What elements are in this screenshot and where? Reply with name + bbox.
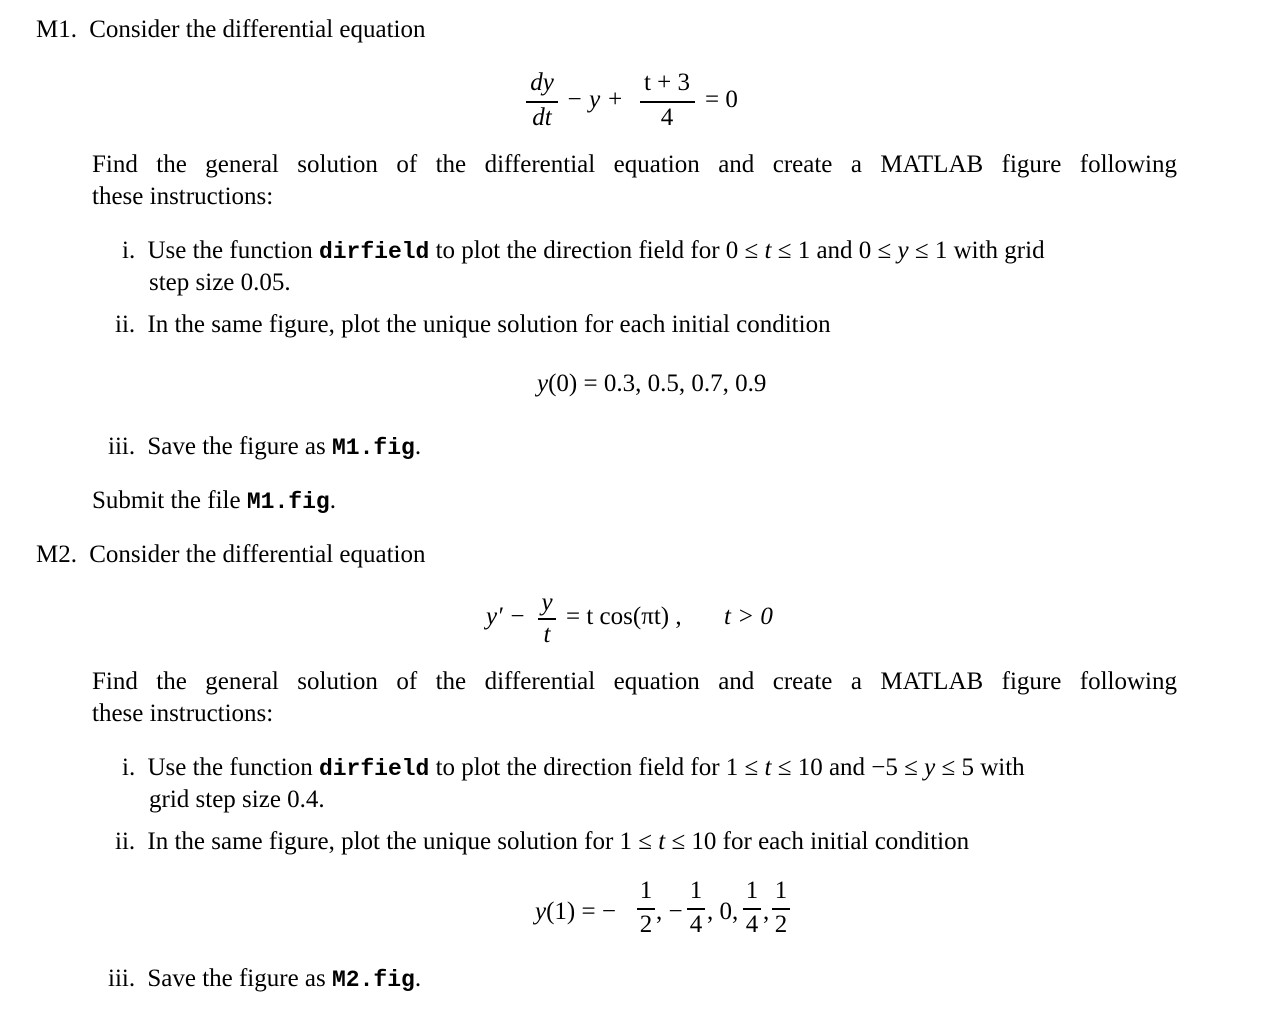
m1-item-ii-label: ii. — [115, 311, 136, 338]
m2-item-i-text-a: Use the function — [147, 754, 313, 781]
m1-eq-den2: 4 — [660, 104, 674, 131]
m1-ii-eq-values: (0) = 0.3, 0.5, 0.7, 0.9 — [548, 370, 767, 397]
m1-eq-rhs: = 0 — [705, 86, 738, 113]
m1-item-i-text-b: to plot the direction field for 0 ≤ — [435, 237, 759, 264]
m1-item-i-var-y: y — [897, 237, 909, 264]
m2-item-iii-code: M2.fig — [332, 967, 415, 993]
m2-item-i-text-d: ≤ 5 with — [941, 754, 1025, 781]
m2-ii-eq-f2-num: 1 — [689, 877, 703, 904]
m1-item-i — [122, 236, 1045, 267]
m2-ii-eq-lhs — [535, 898, 616, 926]
m2-eq-num: y — [541, 589, 553, 616]
m1-eq-den1: dt — [532, 104, 552, 131]
m2-item-iii — [108, 964, 421, 995]
m1-intro: Consider the differential equation — [89, 16, 426, 43]
m2-item-ii-text2: ≤ 10 for each initial condition — [671, 828, 970, 855]
m2-ii-eq-f3-num: 1 — [745, 877, 759, 904]
m1-item-iii-label: iii. — [108, 433, 136, 460]
m1-item-i-code: dirfield — [318, 239, 430, 265]
m1-eq-bar2 — [640, 101, 695, 103]
m2-ii-eq-f1-den: 2 — [639, 911, 653, 938]
m1-item-ii-text: In the same figure, plot the unique solution for each initial condition — [147, 311, 831, 338]
m1-item-i-var-t: t — [764, 237, 772, 264]
m2-ii-eq-var-y: y — [535, 898, 547, 925]
m1-item-i-label: i. — [122, 237, 136, 264]
m2-intro: Consider the differential equation — [89, 541, 426, 568]
m1-eq-num1: dy — [530, 69, 554, 96]
m1-para-line1: Find the general solution of the differential equation and create a MATLAB figure following — [92, 151, 1177, 178]
m2-ii-eq-f2-bar — [687, 908, 705, 910]
m2-eq-bar — [538, 618, 556, 620]
m1-item-i-text-d: ≤ 1 with grid — [914, 237, 1045, 264]
m1-item-iii-text: Save the figure as — [147, 433, 326, 460]
m2-ii-eq-f4-den: 2 — [774, 911, 788, 938]
m1-submit-code: M1.fig — [246, 489, 330, 515]
m2-ii-eq-f4-num: 1 — [774, 877, 788, 904]
m2-ii-eq-sep2: , 0, — [707, 898, 739, 925]
m2-ii-eq-sep1: , − — [656, 898, 683, 925]
m2-item-iii-period: . — [414, 965, 422, 992]
m1-eq-mid: − y + — [566, 86, 624, 113]
m1-item-ii-equation — [537, 369, 766, 399]
m2-eq-lhs: y′ − — [486, 603, 526, 630]
m2-eq-cond: t > 0 — [724, 603, 773, 630]
m2-ii-eq-f2-den: 4 — [689, 911, 703, 938]
m2-heading — [36, 540, 425, 570]
m2-ii-eq-f3-den: 4 — [745, 911, 759, 938]
m2-ii-eq-f1-bar — [637, 908, 655, 910]
m2-item-i-label: i. — [122, 754, 136, 781]
m2-eq-den: t — [543, 621, 551, 648]
m1-item-ii — [115, 310, 831, 340]
m2-ii-eq-f1-num: 1 — [639, 877, 653, 904]
m1-heading — [36, 15, 425, 45]
m1-ii-eq-var-y: y — [537, 370, 549, 397]
m2-ii-eq-f4-bar — [772, 908, 790, 910]
m2-item-ii-var-t: t — [658, 828, 666, 855]
m2-item-iii-text: Save the figure as — [147, 965, 326, 992]
m2-item-i-text-b: to plot the direction field for 1 ≤ — [435, 754, 759, 781]
m2-eq-rhs: = t cos(πt) , — [566, 603, 682, 630]
m1-item-iii-period: . — [414, 433, 422, 460]
m2-item-ii — [115, 827, 969, 857]
m2-item-i-var-y: y — [924, 754, 936, 781]
m1-submit-period: . — [329, 487, 336, 514]
m2-item-i-code: dirfield — [318, 756, 430, 782]
m1-label: M1. — [36, 16, 77, 43]
m2-item-i — [122, 753, 1025, 784]
m2-item-iii-label: iii. — [108, 965, 136, 992]
m2-ii-eq-lhs-text: (1) = − — [546, 898, 616, 925]
m1-item-i-line2: step size 0.05. — [149, 269, 291, 296]
m2-item-ii-text: In the same figure, plot the unique solution for 1 ≤ — [147, 828, 652, 855]
m2-ii-eq-f3-bar — [743, 908, 761, 910]
m1-eq-bar1 — [526, 101, 558, 103]
m1-submit-text: Submit the file — [92, 487, 241, 514]
m2-para-line2: these instructions: — [92, 700, 274, 727]
m2-para-line1: Find the general solution of the differential equation and create a MATLAB figure following — [92, 668, 1177, 695]
m2-ii-eq-sep3: , — [763, 898, 770, 925]
m1-item-iii-code: M1.fig — [332, 435, 415, 461]
m2-item-ii-label: ii. — [115, 828, 136, 855]
m1-item-i-text-a: Use the function — [147, 237, 313, 264]
m2-item-i-var-t: t — [764, 754, 772, 781]
m2-item-i-line2: grid step size 0.4. — [149, 786, 325, 813]
m2-item-i-text-c: ≤ 10 and −5 ≤ — [777, 754, 918, 781]
m2-label: M2. — [36, 541, 77, 568]
m1-submit — [92, 486, 336, 517]
m1-item-iii — [108, 432, 421, 463]
m1-eq-num2: t + 3 — [643, 69, 691, 96]
m1-para-line2: these instructions: — [92, 183, 274, 210]
m1-item-i-text-c: ≤ 1 and 0 ≤ — [777, 237, 892, 264]
